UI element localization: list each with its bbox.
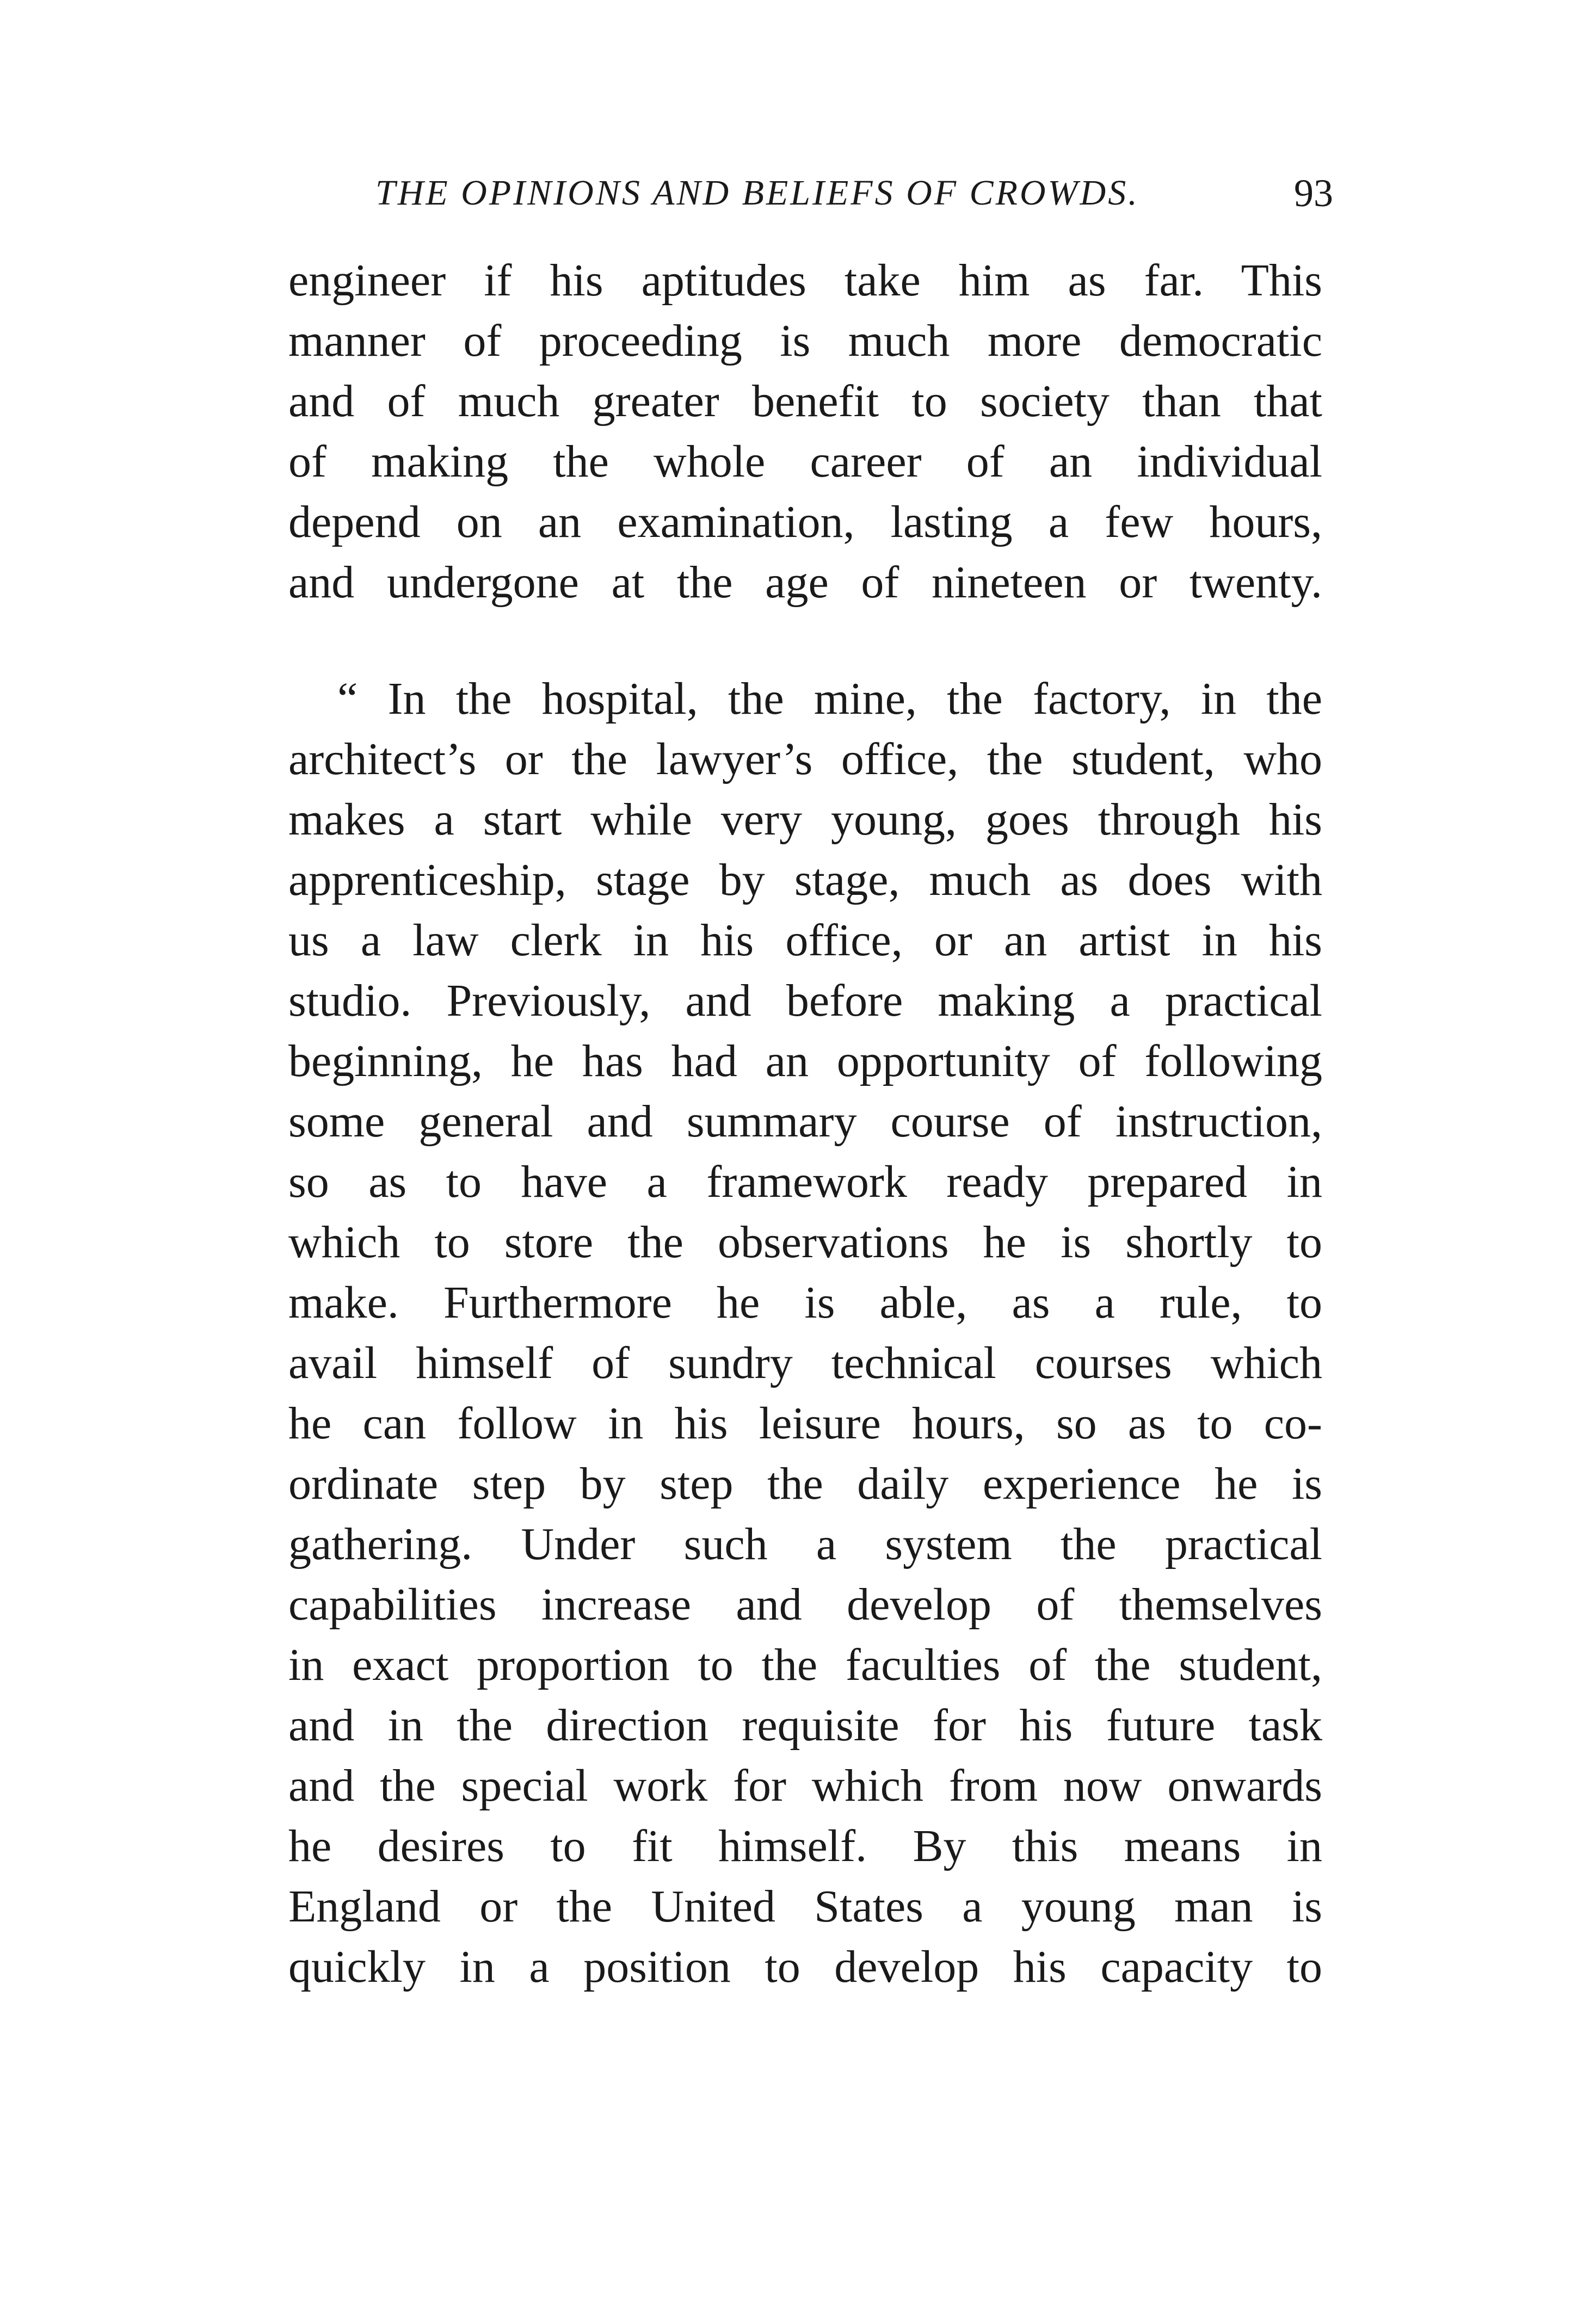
paragraph-2 bbox=[288, 669, 1322, 1997]
text-line: of making the whole career of an individual bbox=[288, 436, 1322, 487]
text-line: and undergone at the age of nineteen or twenty. bbox=[288, 557, 1322, 608]
text-line: he desires to fit himself. By this means in bbox=[288, 1821, 1322, 1871]
text-line: England or the United States a young man is bbox=[288, 1881, 1322, 1932]
text-line: make. Furthermore he is able, as a rule, to bbox=[288, 1277, 1322, 1328]
text-line: which to store the observations he is shortly to bbox=[288, 1217, 1322, 1268]
text-line: makes a start while very young, goes through his bbox=[288, 794, 1322, 845]
text-line: depend on an examination, lasting a few hours, bbox=[288, 497, 1322, 547]
body-text bbox=[288, 250, 1322, 1997]
text-line: gathering. Under such a system the practical bbox=[288, 1519, 1322, 1569]
text-line: and of much greater benefit to society than that bbox=[288, 376, 1322, 427]
paragraph-1 bbox=[288, 250, 1322, 613]
text-line: manner of proceeding is much more democratic bbox=[288, 316, 1322, 366]
text-line: he can follow in his leisure hours, so as to co- bbox=[288, 1398, 1322, 1449]
text-line: and the special work for which from now onwards bbox=[288, 1760, 1322, 1811]
text-line: architect’s or the lawyer’s office, the student, who bbox=[288, 734, 1322, 784]
running-title: THE OPINIONS AND BELIEFS OF CROWDS. bbox=[375, 173, 1139, 213]
text-line: beginning, he has had an opportunity of following bbox=[288, 1036, 1322, 1086]
text-line: “ In the hospital, the mine, the factory, in the bbox=[337, 673, 1322, 724]
text-line: us a law clerk in his office, or an artist in his bbox=[288, 915, 1322, 966]
text-line: studio. Previously, and before making a practical bbox=[288, 975, 1322, 1026]
page-number: 93 bbox=[1294, 171, 1333, 215]
text-line: quickly in a position to develop his capacity to bbox=[288, 1942, 1322, 1992]
text-line: some general and summary course of instruction, bbox=[288, 1096, 1322, 1147]
text-line: engineer if his aptitudes take him as far. This bbox=[288, 255, 1322, 306]
text-line: so as to have a framework ready prepared in bbox=[288, 1157, 1322, 1207]
running-head bbox=[375, 163, 1333, 223]
text-line: avail himself of sundry technical courses which bbox=[288, 1338, 1322, 1388]
text-line: apprenticeship, stage by stage, much as does with bbox=[288, 855, 1322, 905]
text-line: capabilities increase and develop of themselves bbox=[288, 1579, 1322, 1630]
text-line: ordinate step by step the daily experience he is bbox=[288, 1458, 1322, 1509]
text-line: and in the direction requisite for his future task bbox=[288, 1700, 1322, 1751]
text-line: in exact proportion to the faculties of the student, bbox=[288, 1640, 1322, 1690]
